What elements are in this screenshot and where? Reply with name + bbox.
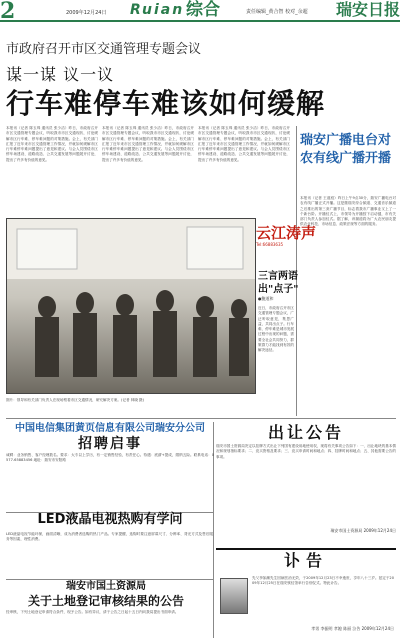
obituary-signature: 孝男 李振明 孝媳 陈丽 泣告 2009年12月24日 — [311, 626, 394, 631]
sidebar-body: 本报讯（记者 王道庭）昨日上午9点30分，瑞安广播电台对农有线广播正式开播。这是继瑞安综合频道、交通音乐频道之后推出的第三套广播节目，标志着我市广播事业又上了一个新台阶。开播仪式上，市领导为开播按下启动键，市有关部门负责人参加仪式。据了解，该频道将为广大农民朋友提供农业科技、市场信息、政策法规等方面的服务。 — [300, 196, 396, 227]
obituary-title: 讣告 — [283, 551, 328, 570]
lead-headline: 行车难停车难该如何缓解 — [6, 87, 326, 120]
portrait-photo — [220, 578, 248, 614]
lead-body-col-1: 本报讯（记者 陈玉珠 通讯员 张少洁）昨日，市政府召开市区交通管理专题会议，听取我市市区交通现状，讨论缓解市区行车难、停车难问题的对策措施。会上，有关部门汇报了近年来市区交通管理工作情况，并就如何缓解市区行车难停车难问题提出了意见和建议。与会人员围绕市区停车场建设、道路改造、公共交通发展等问题展开讨论，提出了许多有价值的意见。 — [6, 126, 98, 162]
photo-caption: 图片：领导和有关部门负责人在现场察看市区交通情况，研究解决方案。(记者 林晓 摄) — [6, 398, 145, 402]
land-sale-notice — [216, 422, 396, 542]
lead-body-col-2: 本报讯（记者 陈玉珠 通讯员 张少洁）昨日，市政府召开市区交通管理专题会议，听取我市市区交通现状，讨论缓解市区行车难、停车难问题的对策措施。会上，有关部门汇报了近年来市区交通管理工作情况，并就如何缓解市区行车难停车难问题提出了意见和建议。与会人员围绕市区停车场建设、道路改造、公共交通发展等问题展开讨论，提出了许多有价值的意见。 — [102, 126, 194, 162]
column-byline: ●鲍道和 — [258, 296, 274, 301]
newspaper-logo: 瑞安日报 — [336, 0, 400, 19]
section-divider — [6, 418, 396, 419]
column-masthead — [256, 224, 316, 247]
column-tel: Tel:66883635 — [256, 242, 284, 247]
obituary-body: 先父李如潮先生因病医治无效，于2009年12月23日不幸逝世，享年八十三岁。兹定于2009年12月25日在瑞安殡仪馆举行告别仪式。特此讣告。 — [252, 576, 394, 586]
obituary — [216, 548, 396, 638]
issue-date: 2009年12月24日 — [66, 10, 107, 16]
bureau-name: 瑞安市国土资源局 — [66, 581, 146, 592]
column-name: 云江涛声 — [256, 224, 317, 242]
editor-line: 责任编辑_黄合智 校对_余超 — [246, 9, 308, 15]
ad-body: 诚聘：业务销售、客户经理数名。要求：大专以上学历，有一定销售经验，有责任心。待遇：底薪+提成，缴纳五险。联系电话：0577-65883456 地址：瑞安市安阳路 — [6, 453, 214, 463]
notice-signature: 瑞安市国土资源局 2009年12月24日 — [330, 528, 396, 533]
lead-kicker: 谋一谋 议一议 — [6, 65, 115, 84]
lead-subhead: 市政府召开市区交通管理专题会议 — [6, 42, 202, 57]
bureau-announcement-body: 经审核，下列土地登记申请符合条件，现予公告。如有异议，请于公告之日起十五日内向我局提出书面申请。 — [6, 610, 179, 614]
ad-headline: 招聘启事 — [78, 436, 142, 452]
lead-body-col-3: 本报讯（记者 陈玉珠 通讯员 张少洁）昨日，市政府召开市区交通管理专题会议，听取我市市区交通现状，讨论缓解市区行车难、停车难问题的对策措施。会上，有关部门汇报了近年来市区交通管理工作情况，并就如何缓解市区行车难停车难问题提出了意见和建议。与会人员围绕市区停车场建设、道路改造、公共交通发展等问题展开讨论，提出了许多有价值的意见。 — [198, 126, 290, 162]
column-body: 近日，市政府召开市区交通管理专题会议，广泛听取意见，集思广益，共同出点子。行车难、停车难是城市发展过程中出现的问题，需要全社会共同努力，群策群力才能找到有效的解决途径。 — [258, 306, 294, 353]
led-headline: LED液晶电视热购有学问 — [37, 512, 183, 527]
photo-scene-illustration — [7, 219, 256, 394]
column-headline: 三言两语出"点子" — [258, 271, 299, 295]
notice-title: 出让公告 — [267, 423, 344, 442]
led-divider — [6, 579, 213, 580]
page-number: 2 — [0, 0, 16, 24]
section-title: 综合 — [186, 0, 220, 20]
ad-company: 中国电信集团黄页信息有限公司瑞安分公司 — [15, 423, 205, 434]
lead-photo — [6, 218, 256, 394]
notice-body: 瑞安市国土资源局决定以挂牌方式出让下列国有建设用地使用权，现将有关事项公告如下：一、出让地块的基本情况和规划指标要求；二、竞买资格及要求；三、竞买申请时间和地点；四、挂牌时间和地点；五、其他需要公告的事项。 — [216, 444, 396, 459]
bureau-announcement-title: 关于土地登记审核结果的公告 — [27, 594, 184, 608]
masthead — [0, 0, 400, 22]
led-body: LED液晶电视节能环保，画面清晰，成为消费者选购的热门产品。专家提醒，选购时要注意屏幕尺寸、分辨率、背光方式及售后服务等因素，理性消费。 — [6, 532, 213, 542]
sidebar-headline: 瑞安广播电台对农有线广播开播 — [300, 133, 392, 166]
recruitment-ad — [6, 422, 214, 512]
section-pinyin: Ruian — [130, 2, 185, 18]
